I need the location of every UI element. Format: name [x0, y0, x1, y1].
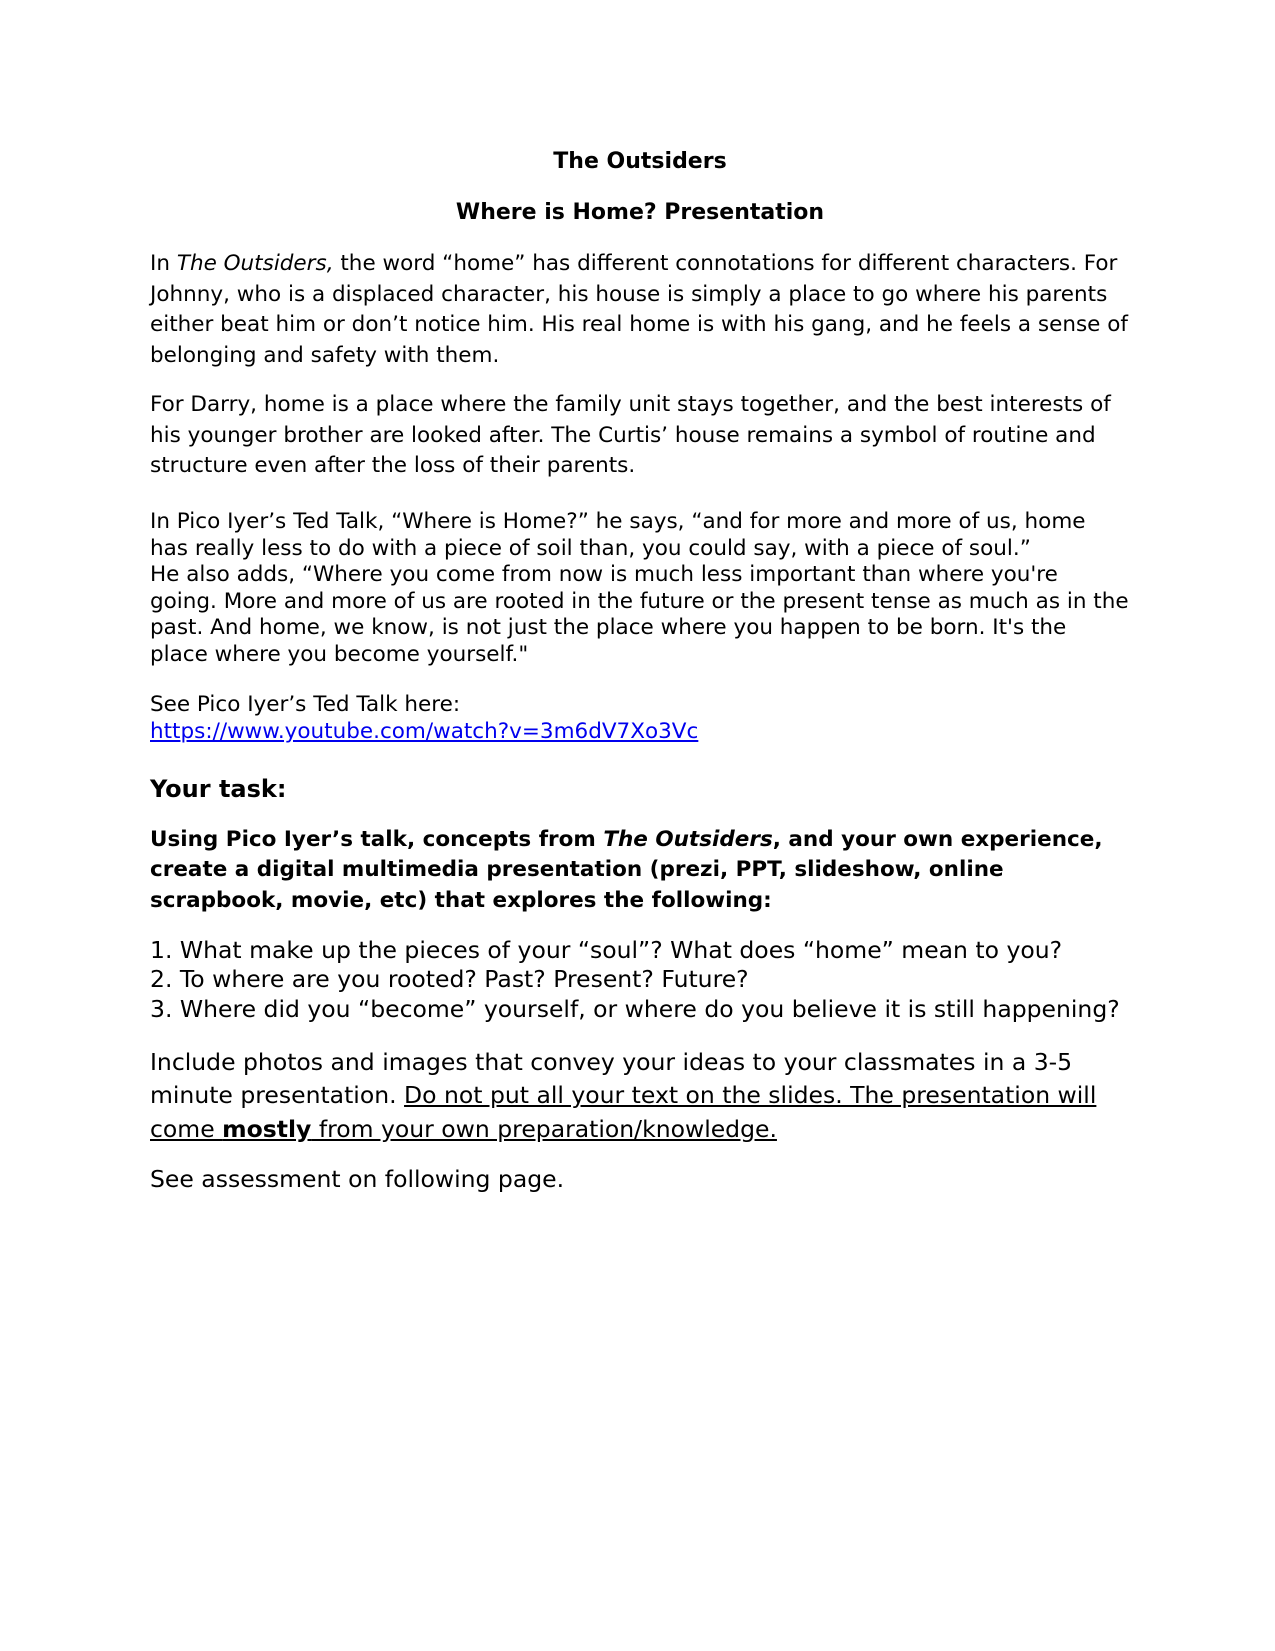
task-heading: Your task: — [150, 774, 287, 803]
ted-quote-2: He also adds, “Where you come from now is much less important than where you're going. More and more of us are rooted in the future or the present tense as much as in the past. And home, we know, is not just the place where you happen to be born. It's the place where you become yourself." — [150, 562, 1129, 667]
document-title: The Outsiders — [553, 149, 727, 174]
ted-talk-label: See Pico Iyer’s Ted Talk here: — [150, 692, 461, 718]
question-item: 2. To where are you rooted? Past? Present? Future? — [150, 965, 749, 994]
include-underlined-text: Do not put all your text on the slides. The presentation will come — [150, 1081, 1097, 1143]
include-bold-emphasis: mostly — [222, 1114, 312, 1143]
question-item: 1. What make up the pieces of your “soul”? What does “home” mean to you? — [150, 936, 1063, 965]
include-plain-text: Include photos and images that convey your ideas to your classmates in a 3-5 minute presentation. — [150, 1047, 1073, 1110]
intro-paragraph-johnny — [150, 249, 1130, 372]
ted-quote-1: In Pico Iyer’s Ted Talk, “Where is Home?” he says, “and for more and more of us, home has really less to do with a piece of soil than, you could say, with a piece of soul.” — [150, 508, 1086, 561]
question-list — [150, 936, 1130, 1026]
document-page — [150, 148, 1130, 1194]
question-item: 3. Where did you “become” yourself, or where do you believe it is still happening? — [150, 995, 1120, 1024]
task-desc-prefix: Using Pico Iyer’s talk, concepts from — [150, 826, 604, 852]
intro-paragraph-darry: For Darry, home is a place where the family unit stays together, and the best interests of his younger brother are looked after. The Curtis’ house remains a symbol of routine and structure even after the loss of their parents. — [150, 391, 1111, 479]
book-title-italic: The Outsiders, — [176, 251, 334, 276]
task-description — [150, 825, 1130, 917]
ted-talk-reference — [150, 692, 1130, 745]
include-instructions — [150, 1046, 1130, 1147]
intro-prefix: In — [150, 251, 177, 276]
task-desc-rest: , and your own experience, create a digital multimedia presentation (prezi, PPT, slideshow, online scrapbook, movie, etc) that explores the following: — [150, 826, 1103, 913]
include-underlined-text-2: from your own preparation/knowledge. — [311, 1114, 777, 1143]
closing-note: See assessment on following page. — [150, 1165, 565, 1194]
ted-talk-link[interactable]: https://www.youtube.com/watch?v=3m6dV7Xo3Vc — [150, 719, 699, 745]
task-book-title: The Outsiders — [603, 826, 773, 852]
ted-quotes — [150, 509, 1130, 669]
intro-body: the word “home” has different connotations for different characters. For Johnny, who is a displaced character, his house is simply a place to go where his parents either beat him or don’t notice him. His real home is with his gang, and he feels a sense of belonging and safety with them. — [150, 251, 1128, 369]
document-subtitle: Where is Home? Presentation — [455, 200, 825, 225]
